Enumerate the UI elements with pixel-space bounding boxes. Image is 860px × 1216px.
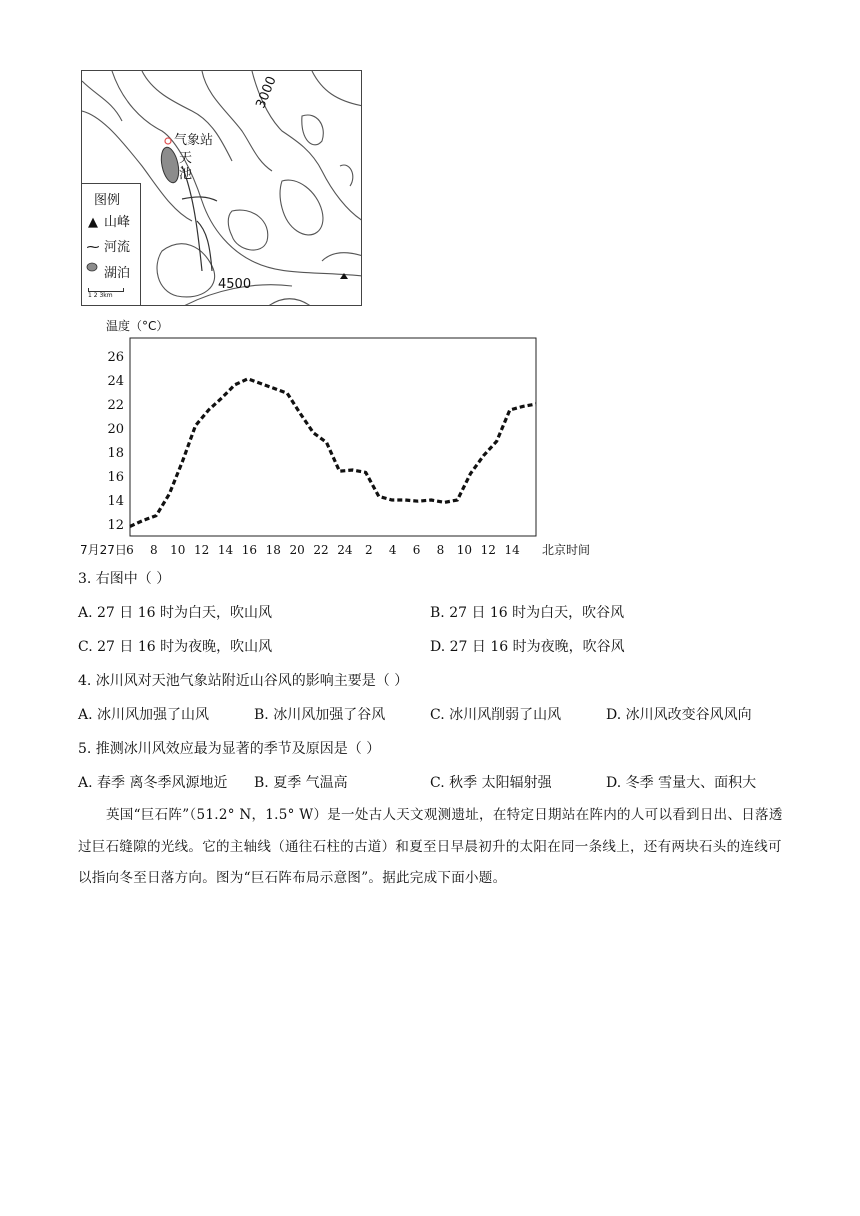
peak-icon: ▲ — [88, 215, 98, 230]
y-tick-label: 14 — [107, 494, 124, 509]
x-tick-label: 10 — [170, 543, 186, 557]
legend-title: 图例 — [94, 193, 121, 208]
x-tick-label: 4 — [388, 543, 397, 557]
question-4-option-d: D. 冰川风改变谷风风向 — [606, 707, 752, 723]
scale-text: 1 2 3km — [88, 292, 113, 299]
legend-lake — [86, 262, 130, 281]
lake-label-2: 池 — [179, 167, 193, 182]
question-5-option-c: C. 秋季 太阳辐射强 — [430, 775, 552, 791]
river-icon: ⁓ — [86, 240, 100, 255]
x-tick-label: 20 — [289, 543, 305, 557]
y-tick-label: 22 — [107, 398, 124, 413]
question-4-option-b: B. 冰川风加强了谷风 — [254, 707, 386, 723]
question-5-option-a: A. 春季 离冬季风源地近 — [78, 775, 228, 791]
x-tick-label: 6 — [126, 543, 134, 557]
x-tick-label: 12 — [480, 543, 496, 557]
legend-lake-label: 湖泊 — [104, 266, 131, 281]
y-tick-label: 12 — [107, 518, 124, 533]
stonehenge-passage: 英国“巨石阵”（51.2° N，1.5° W）是一处古人天文观测遗址，在特定日期站在阵内的人可以看到日出、日落透过巨石缝隙的光线。它的主轴线（通往石柱的古道）和夏至日早晨初升的太阳在同一条线上，还有两块石头的连线可以指向冬至日落方向。图为“巨石阵布局示意图”。据此完成下面小题。 — [78, 807, 783, 886]
temperature-line — [130, 379, 536, 527]
question-3-option-a: A. 27 日 16 时为白天，吹山风 — [78, 605, 272, 621]
question-3-option-c: C. 27 日 16 时为夜晚，吹山风 — [78, 639, 273, 655]
temperature-chart-svg — [78, 314, 598, 560]
x-tick-label: 14 — [217, 543, 234, 557]
question-4-option-a: A. 冰川风加强了山风 — [78, 707, 210, 723]
y-tick-label: 18 — [107, 446, 124, 461]
contour-4500-label: 4500 — [218, 277, 252, 292]
legend-river — [86, 236, 130, 255]
y-tick-label: 26 — [107, 350, 124, 365]
x-tick-label: 22 — [313, 543, 329, 557]
station-label: 气象站 — [174, 133, 214, 148]
question-5-option-b: B. 夏季 气温高 — [254, 775, 348, 791]
question-3: 3. 右图中（ ） — [78, 571, 171, 587]
x-tick-label: 16 — [241, 543, 258, 557]
y-axis-label: 温度（°C） — [106, 319, 169, 333]
contour-3000-label: 3000 — [253, 74, 280, 111]
x-tick-label: 2 — [365, 543, 373, 557]
x-tick-label: 6 — [412, 543, 421, 557]
scale-bar — [88, 288, 124, 299]
y-tick-label: 16 — [107, 470, 124, 485]
question-4-option-c: C. 冰川风削弱了山风 — [430, 707, 562, 723]
date-label: 7月27日 — [80, 543, 127, 557]
lake-label-1: 天 — [179, 151, 193, 166]
question-5-option-d: D. 冬季 雪量大、面积大 — [606, 775, 757, 791]
x-tick-label: 10 — [456, 543, 472, 557]
question-5: 5. 推测冰川风效应最为显著的季节及原因是（ ） — [78, 741, 381, 757]
temperature-chart — [78, 314, 598, 560]
y-tick-label: 24 — [107, 374, 124, 389]
x-tick-label: 14 — [504, 543, 520, 557]
x-tick-label: 12 — [194, 543, 210, 557]
x-tick-label: 18 — [265, 543, 281, 557]
station-marker — [165, 138, 171, 144]
question-4: 4. 冰川风对天池气象站附近山谷风的影响主要是（ ） — [78, 673, 409, 689]
topographic-map — [81, 70, 362, 306]
x-tick-label: 24 — [337, 543, 353, 557]
x-tick-label: 8 — [150, 543, 158, 557]
question-3-option-d: D. 27 日 16 时为夜晚，吹谷风 — [430, 639, 625, 655]
legend-river-label: 河流 — [104, 240, 131, 255]
map-legend — [82, 183, 141, 306]
question-3-option-b: B. 27 日 16 时为白天，吹谷风 — [430, 605, 625, 621]
legend-peak — [86, 211, 130, 230]
y-tick-label: 20 — [107, 422, 124, 437]
x-axis-label: 北京时间 — [542, 543, 591, 557]
legend-peak-label: 山峰 — [104, 215, 131, 230]
x-tick-label: 8 — [436, 543, 445, 557]
